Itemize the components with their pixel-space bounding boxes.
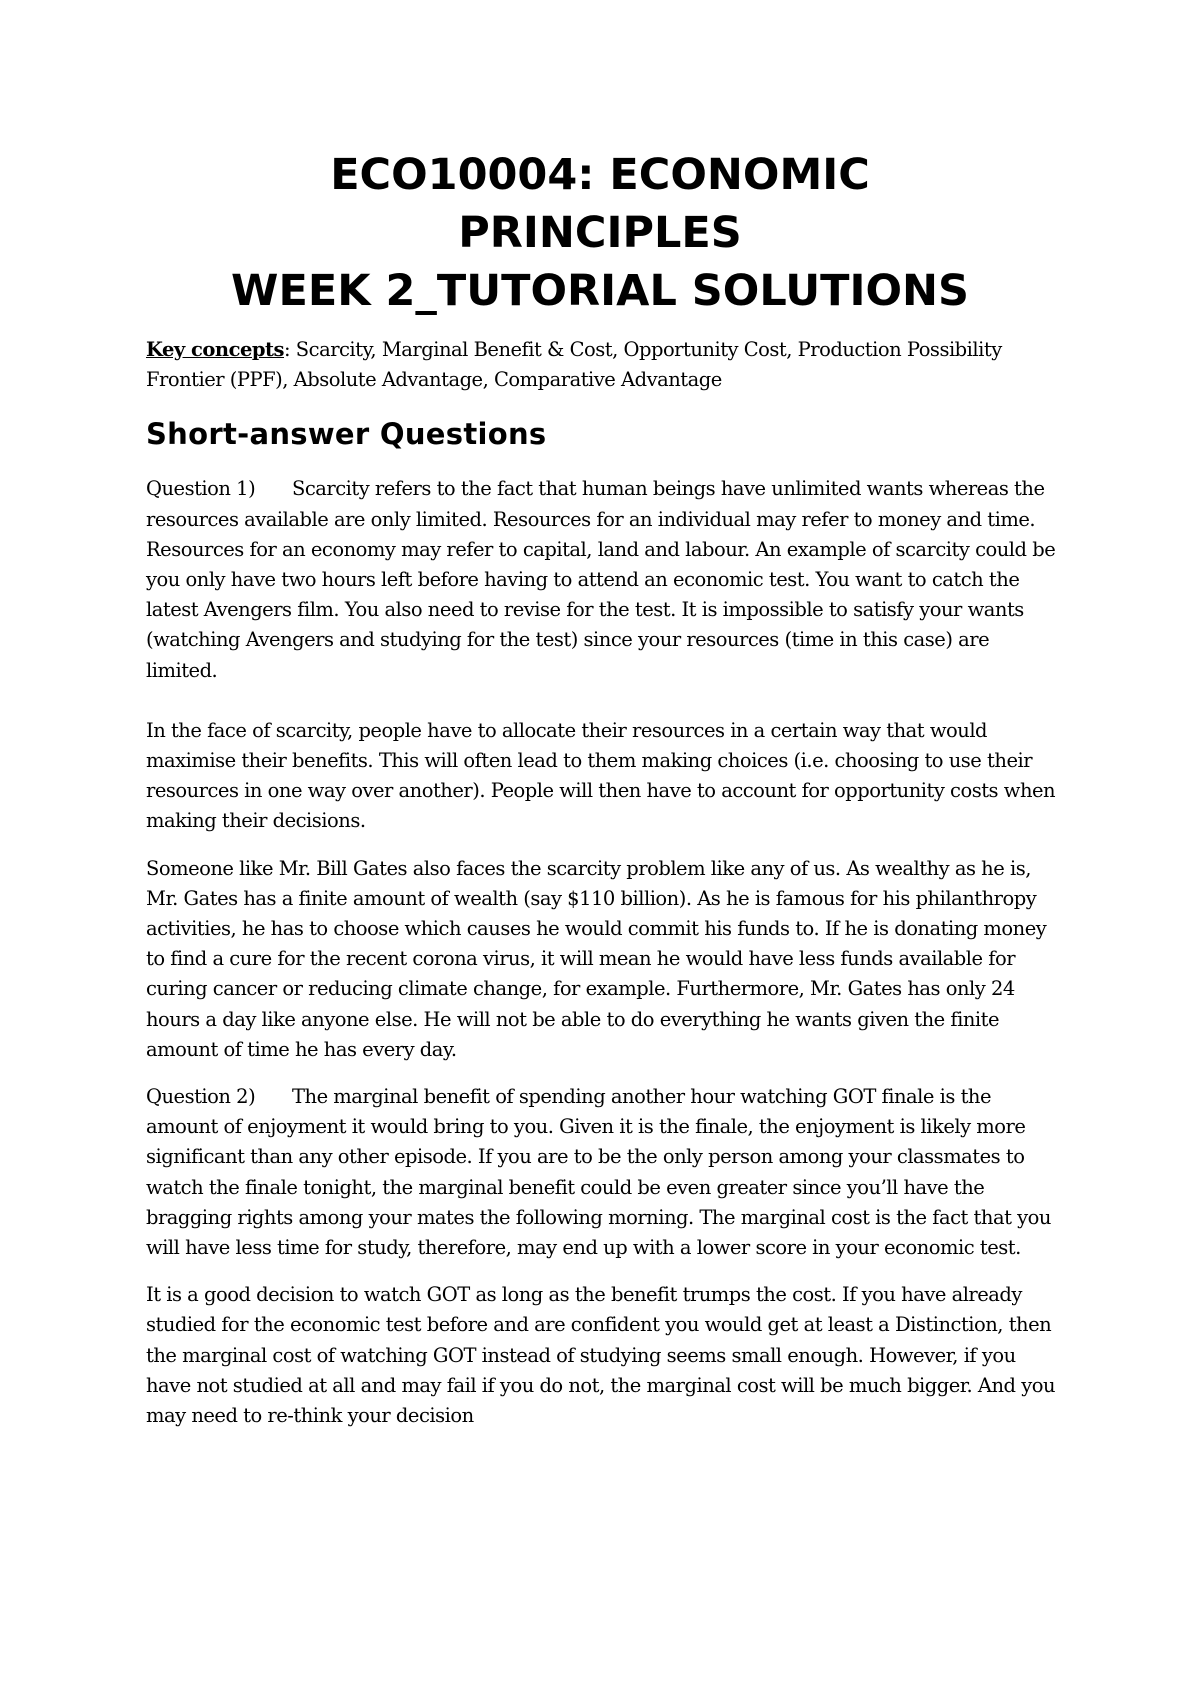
- document-title: [0, 146, 1200, 320]
- section-heading: Short-answer Questions: [146, 417, 547, 452]
- key-concepts-paragraph: [146, 335, 1066, 395]
- question-1-paragraph: [146, 474, 1066, 685]
- question-2-label: Question 2): [146, 1085, 256, 1109]
- question-1-text: Scarcity refers to the fact that human beings have unlimited wants whereas the resources available are only limited. Resources for an individual may refer to money and time. Resources for an economy may refer to capital, land and labour. An example of scarcity could be you only have two hours left before having to attend an economic test. You want to catch the latest Avengers film. You also need to revise for the test. It is impossible to satisfy your wants (watching Avengers and studying for the test) since your resources (time in this case) are limited.: [146, 477, 1056, 682]
- document-body: [146, 335, 1066, 1431]
- question-1-paragraph-2: In the face of scarcity, people have to allocate their resources in a certain way that would maximise their benefits. This will often lead to them making choices (i.e. choosing to use their resources in one way over another). People will then have to account for opportunity costs when making their decisions.: [146, 718, 1056, 833]
- question-2-text: The marginal benefit of spending another hour watching GOT finale is the amount of enjoyment it would bring to you. Given it is the finale, the enjoyment is likely more significant than any other episode. If you are to be the only person among your classmates to watch the finale tonight, the marginal benefit could be even greater since you’ll have the bragging rights among your mates the following morning. The marginal cost is the fact that you will have less time for study, therefore, may end up with a lower score in your economic test.: [146, 1085, 1051, 1260]
- key-concepts-text: : Scarcity, Marginal Benefit & Cost, Opportunity Cost, Production Possibility Frontier (PPF), Absolute Advantage, Comparative Advantage: [146, 338, 1002, 392]
- question-2-paragraph-2: It is a good decision to watch GOT as long as the benefit trumps the cost. If you have already studied for the economic test before and are confident you would get at least a Distinction, then the marginal cost of watching GOT instead of studying seems small enough. However, if you have not studied at all and may fail if you do not, the marginal cost will be much bigger. And you may need to re-think your decision: [146, 1283, 1056, 1428]
- question-2-paragraph: [146, 1082, 1066, 1263]
- title-line-3: WEEK 2_TUTORIAL SOLUTIONS: [231, 266, 969, 316]
- key-concepts-label: Key concepts: [146, 338, 285, 361]
- title-line-2: PRINCIPLES: [458, 208, 742, 258]
- question-1-label: Question 1): [146, 477, 256, 501]
- question-1-paragraph-3: Someone like Mr. Bill Gates also faces the scarcity problem like any of us. As wealthy as he is, Mr. Gates has a finite amount of wealth (say $110 billion). As he is famous for his philanthropy activities, he has to choose which causes he would commit his funds to. If he is donating money to find a cure for the recent corona virus, it will mean he would have less funds available for curing cancer or reducing climate change, for example. Furthermore, Mr. Gates has only 24 hours a day like anyone else. He will not be able to do everything he wants given the finite amount of time he has every day.: [146, 856, 1047, 1061]
- title-line-1: ECO10004: ECONOMIC: [330, 150, 870, 200]
